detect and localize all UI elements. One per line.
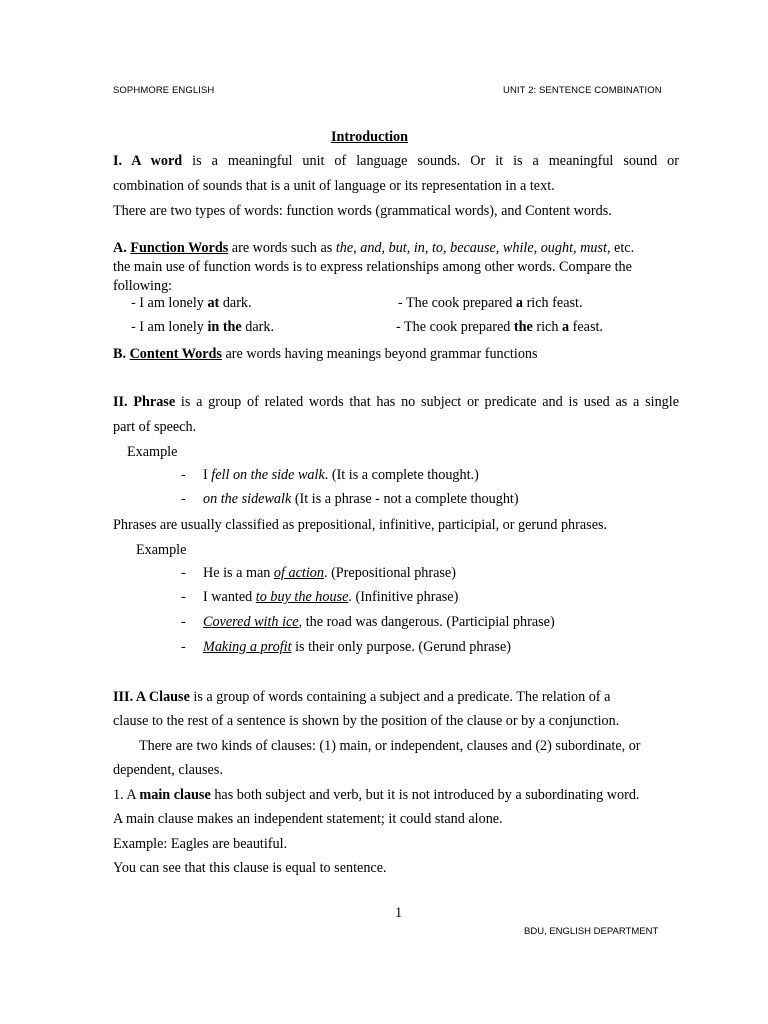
running-footer: BDU, ENGLISH DEPARTMENT xyxy=(524,926,659,937)
function-words-label: Function Words xyxy=(130,240,229,256)
phrase-example-1: I fell on the side walk. (It is a complete thought.) xyxy=(203,467,479,483)
clause-kinds-line1: There are two kinds of clauses: (1) main, or independent, clauses and (2) subordinate, or xyxy=(139,738,641,754)
content-words-label: Content Words xyxy=(129,346,222,362)
phrase-heading: II. Phrase xyxy=(113,394,176,410)
compare-item: - I am lonely at dark. xyxy=(131,295,252,311)
compare-item: - The cook prepared the rich a feast. xyxy=(396,319,603,335)
phrase-type-example: I wanted to buy the house. (Infinitive phrase) xyxy=(203,589,459,605)
list-dash: - xyxy=(181,467,186,483)
list-dash: - xyxy=(181,565,186,581)
main-clause-line: 1. A main clause has both subject and verb, but it is not introduced by a subordinating word. xyxy=(113,787,640,803)
phrase-classification-line: Phrases are usually classified as prepositional, infinitive, participial, or gerund phrases. xyxy=(113,517,608,533)
clause-kinds-line2: dependent, clauses. xyxy=(113,762,223,778)
clause-heading: III. A Clause xyxy=(113,689,190,705)
word-definition-line1: I. A word is a meaningful unit of language sounds. Or it is a meaningful sound or xyxy=(113,153,679,169)
phrase-definition-line2: part of speech. xyxy=(113,419,197,435)
page-number: 1 xyxy=(395,905,403,921)
clause-definition-line2: clause to the rest of a sentence is shown by the position of the clause or by a conjunction. xyxy=(113,713,620,729)
main-clause-example: Example: Eagles are beautiful. xyxy=(113,836,288,852)
function-words-line3: following: xyxy=(113,278,173,294)
phrase-type-example: Covered with ice, the road was dangerous. (Participial phrase) xyxy=(203,614,555,630)
phrase-example-2: on the sidewalk (It is a phrase - not a complete thought) xyxy=(203,491,519,507)
example-label: Example xyxy=(127,444,178,460)
clause-definition-line1: III. A Clause is a group of words containing a subject and a predicate. The relation of a xyxy=(113,689,611,705)
example-label: Example xyxy=(136,542,187,558)
phrase-type-example: Making a profit is their only purpose. (Gerund phrase) xyxy=(203,639,512,655)
phrase-definition-line1: II. Phrase is a group of related words that has no subject or predicate and is used as a single xyxy=(113,394,679,410)
compare-item: - The cook prepared a rich feast. xyxy=(398,295,583,311)
list-dash: - xyxy=(181,589,186,605)
page-title: Introduction xyxy=(331,129,408,145)
function-words-line2: the main use of function words is to express relationships among other words. Compare the xyxy=(113,259,632,275)
main-clause-term: main clause xyxy=(139,787,211,803)
function-words-examples: the, and, but, in, to, because, while, ought, must xyxy=(335,240,607,256)
list-dash: - xyxy=(181,614,186,630)
phrase-type-example: He is a man of action. (Prepositional phrase) xyxy=(203,565,456,581)
function-words-line1: A. Function Words are words such as the, and, but, in, to, because, while, ought, must, etc. xyxy=(113,240,635,256)
word-heading: I. A word xyxy=(113,153,183,169)
list-dash: - xyxy=(181,639,186,655)
list-dash: - xyxy=(181,491,186,507)
content-words-line: B. Content Words are words having meanings beyond grammar functions xyxy=(113,346,538,362)
main-clause-statement: A main clause makes an independent statement; it could stand alone. xyxy=(113,811,503,827)
word-types-line: There are two types of words: function words (grammatical words), and Content words. xyxy=(113,203,612,219)
main-clause-note: You can see that this clause is equal to sentence. xyxy=(113,860,387,876)
running-header-left: SOPHMORE ENGLISH xyxy=(113,85,215,96)
compare-item: - I am lonely in the dark. xyxy=(131,319,275,335)
running-header-right: UNIT 2: SENTENCE COMBINATION xyxy=(503,85,662,96)
word-definition-line2: combination of sounds that is a unit of language or its representation in a text. xyxy=(113,178,555,194)
